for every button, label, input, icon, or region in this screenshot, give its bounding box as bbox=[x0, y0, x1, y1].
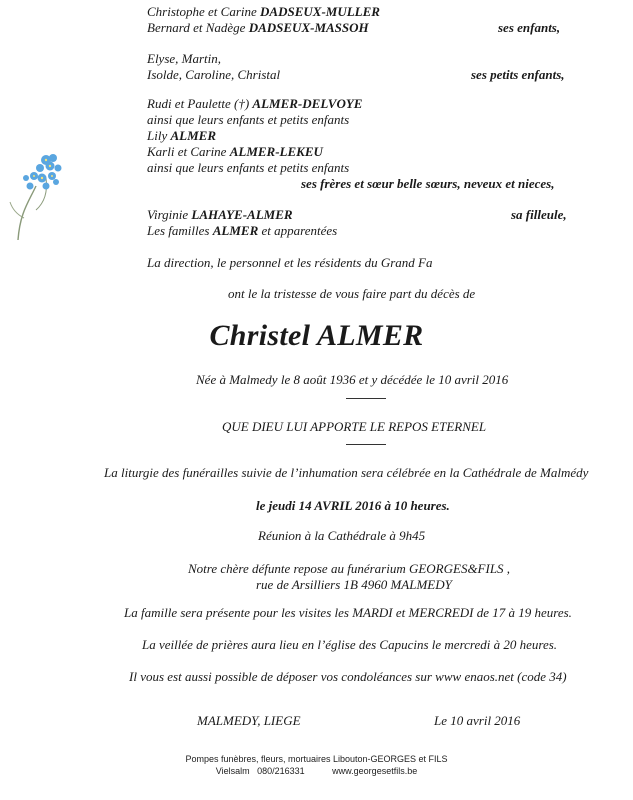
family-name: ALMER-DELVOYE bbox=[252, 96, 363, 111]
line-prefix: Lily bbox=[147, 128, 171, 143]
sibling-line-3 bbox=[147, 128, 216, 143]
line-prefix: Les familles bbox=[147, 223, 213, 238]
divider bbox=[346, 398, 386, 399]
line-suffix: et apparentées bbox=[258, 223, 338, 238]
grandchildren-label: ses petits enfants, bbox=[471, 67, 565, 82]
line-prefix: Rudi et Paulette (†) bbox=[147, 96, 253, 111]
forget-me-not-flower-icon bbox=[6, 148, 76, 243]
vigil-line: La veillée de prières aura lieu en l’église des Capucins le mercredi à 20 heures. bbox=[142, 637, 558, 652]
family-line-2 bbox=[147, 20, 369, 35]
line-prefix: Karli et Carine bbox=[147, 144, 230, 159]
family-line-1 bbox=[147, 4, 380, 19]
line-prefix: Christophe et Carine bbox=[147, 4, 261, 19]
family-name: LAHAYE-ALMER bbox=[191, 207, 293, 222]
footer-line-1: Pompes funèbres, fleurs, mortuaires Libouton-GEORGES et FILS bbox=[185, 754, 448, 764]
line-prefix: Virginie bbox=[147, 207, 192, 222]
liturgy-line: La liturgie des funérailles suivie de l’inhumation sera célébrée en la Cathédrale de Malmédy bbox=[104, 465, 589, 480]
rest-line-1: Notre chère défunte repose au funérarium GEORGES&FILS , bbox=[188, 561, 511, 576]
grandchildren-line-2: Isolde, Caroline, Christal bbox=[147, 67, 281, 82]
deceased-name: Christel ALMER bbox=[209, 319, 424, 352]
sibling-line-1 bbox=[147, 96, 362, 111]
place-line: MALMEDY, LIEGE bbox=[197, 713, 301, 728]
direction-line: La direction, le personnel et les résidents du Grand Fa bbox=[147, 255, 433, 270]
grandchildren-line-1: Elyse, Martin, bbox=[147, 51, 222, 66]
sibling-line-4 bbox=[147, 144, 323, 159]
family-name: ALMER bbox=[170, 128, 216, 143]
visits-line: La famille sera présente pour les visites les MARDI et MERCREDI de 17 à 19 heures. bbox=[124, 605, 572, 620]
announcement-line: ont le la tristesse de vous faire part du décès de bbox=[228, 286, 476, 301]
reunion-line: Réunion à la Cathédrale à 9h45 bbox=[258, 528, 426, 543]
family-name: ALMER-LEKEU bbox=[229, 144, 323, 159]
children-label: ses enfants, bbox=[498, 20, 561, 35]
families-line bbox=[147, 223, 337, 238]
condolences-line: Il vous est aussi possible de déposer vos condoléances sur www enaos.net (code 34) bbox=[129, 669, 567, 684]
sibling-line-2: ainsi que leurs enfants et petits enfants bbox=[147, 112, 350, 127]
family-name: ALMER bbox=[212, 223, 259, 238]
sign-date-line: Le 10 avril 2016 bbox=[434, 713, 521, 728]
siblings-label: ses frères et sœur belle sœurs, neveux et nieces, bbox=[301, 176, 555, 191]
family-name: DADSEUX-MULLER bbox=[260, 4, 380, 19]
footer-line-2: Vielsalm 080/216331 www.georgesetfils.be bbox=[215, 766, 418, 776]
goddaughter-label: sa filleule, bbox=[511, 207, 567, 222]
prayer-line: QUE DIEU LUI APPORTE LE REPOS ETERNEL bbox=[222, 419, 487, 434]
birth-death-line: Née à Malmedy le 8 août 1936 et y décédée le 10 avril 2016 bbox=[196, 372, 509, 387]
line-prefix: Bernard et Nadège bbox=[147, 20, 249, 35]
funeral-date-line: le jeudi 14 AVRIL 2016 à 10 heures. bbox=[256, 498, 450, 513]
divider bbox=[346, 444, 386, 445]
sibling-line-5: ainsi que leurs enfants et petits enfants bbox=[147, 160, 350, 175]
goddaughter-line bbox=[147, 207, 293, 222]
rest-line-2: rue de Arsilliers 1B 4960 MALMEDY bbox=[256, 577, 452, 592]
family-name: DADSEUX-MASSOH bbox=[248, 20, 369, 35]
